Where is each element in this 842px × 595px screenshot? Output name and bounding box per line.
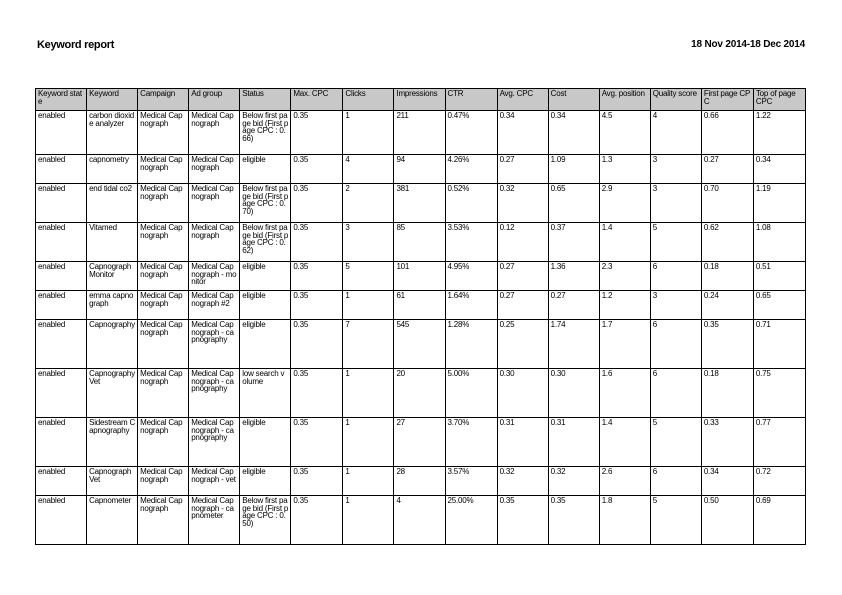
- table-cell: 85: [394, 223, 445, 262]
- table-cell: Medical Capnograph: [189, 184, 240, 223]
- table-row: [36, 418, 806, 467]
- table-cell: capnometry: [87, 155, 138, 184]
- table-cell: 25.00%: [445, 496, 497, 545]
- table-cell: 0.34: [753, 155, 805, 184]
- table-cell: 0.35: [291, 496, 343, 545]
- report-title: Keyword report: [37, 39, 115, 51]
- table-cell: Capnograph Vet: [87, 467, 138, 496]
- table-cell: 5: [650, 223, 701, 262]
- table-row: [36, 467, 806, 496]
- table-cell: 5: [650, 418, 701, 467]
- table-row: [36, 155, 806, 184]
- table-cell: 0.72: [753, 467, 805, 496]
- table-cell: 1.22: [753, 111, 805, 155]
- table-cell: Medical Capnograph: [138, 496, 189, 545]
- table-row: [36, 184, 806, 223]
- table-cell: 0.77: [753, 418, 805, 467]
- table-cell: 381: [394, 184, 445, 223]
- table-cell: 94: [394, 155, 445, 184]
- table-cell: 7: [343, 320, 394, 369]
- table-cell: eligible: [240, 467, 291, 496]
- table-cell: carbon dioxide analyzer: [87, 111, 138, 155]
- table-cell: Medical Capnograph - capnography: [189, 320, 240, 369]
- table-cell: 1.7: [599, 320, 650, 369]
- table-cell: 0.34: [701, 467, 753, 496]
- table-cell: 61: [394, 291, 445, 320]
- table-cell: Medical Capnograph - vet: [189, 467, 240, 496]
- table-cell: Medical Capnograph #2: [189, 291, 240, 320]
- table-cell: enabled: [36, 223, 87, 262]
- table-cell: 4: [343, 155, 394, 184]
- table-cell: 0.50: [701, 496, 753, 545]
- table-cell: eligible: [240, 291, 291, 320]
- table-cell: 0.27: [497, 291, 548, 320]
- table-cell: 4: [650, 111, 701, 155]
- table-cell: 1.09: [548, 155, 599, 184]
- column-header: Max. CPC: [291, 89, 343, 111]
- table-cell: enabled: [36, 418, 87, 467]
- table-cell: Medical Capnograph: [138, 320, 189, 369]
- table-cell: Below first page bid (First page CPC : 0.70): [240, 184, 291, 223]
- table-cell: Medical Capnograph: [138, 111, 189, 155]
- table-cell: Vitamed: [87, 223, 138, 262]
- table-cell: 1.6: [599, 369, 650, 418]
- table-cell: 2.9: [599, 184, 650, 223]
- table-cell: 0.30: [548, 369, 599, 418]
- table-cell: Medical Capnograph: [138, 184, 189, 223]
- table-cell: enabled: [36, 262, 87, 291]
- table-cell: 0.52%: [445, 184, 497, 223]
- table-cell: 1.74: [548, 320, 599, 369]
- table-cell: eligible: [240, 155, 291, 184]
- table-cell: 0.27: [497, 155, 548, 184]
- table-cell: 0.62: [701, 223, 753, 262]
- table-cell: 0.75: [753, 369, 805, 418]
- table-cell: 3: [650, 184, 701, 223]
- table-cell: 1.36: [548, 262, 599, 291]
- table-cell: 0.65: [548, 184, 599, 223]
- column-header: Top of page CPC: [753, 89, 805, 111]
- table-cell: 0.18: [701, 369, 753, 418]
- table-cell: Below first page bid (First page CPC : 0.50): [240, 496, 291, 545]
- column-header: Avg. position: [599, 89, 650, 111]
- table-cell: 5.00%: [445, 369, 497, 418]
- table-cell: 0.35: [291, 111, 343, 155]
- table-cell: Medical Capnograph: [138, 418, 189, 467]
- table-body: [36, 111, 806, 545]
- table-cell: 0.69: [753, 496, 805, 545]
- table-cell: Sidestream Capnography: [87, 418, 138, 467]
- table-row: [36, 320, 806, 369]
- table-cell: eligible: [240, 262, 291, 291]
- table-cell: 3.53%: [445, 223, 497, 262]
- table-cell: 4: [394, 496, 445, 545]
- table-cell: 0.71: [753, 320, 805, 369]
- column-header: Status: [240, 89, 291, 111]
- table-cell: Medical Capnograph - monitor: [189, 262, 240, 291]
- table-cell: enabled: [36, 155, 87, 184]
- table-cell: 2.3: [599, 262, 650, 291]
- table-cell: Capnometer: [87, 496, 138, 545]
- table-cell: Medical Capnograph: [138, 291, 189, 320]
- column-header: Cost: [548, 89, 599, 111]
- table-cell: 0.35: [291, 369, 343, 418]
- table-cell: 0.35: [291, 320, 343, 369]
- table-cell: 1.4: [599, 223, 650, 262]
- table-cell: 20: [394, 369, 445, 418]
- table-cell: 1: [343, 467, 394, 496]
- table-cell: 1: [343, 496, 394, 545]
- table-cell: 1.3: [599, 155, 650, 184]
- table-cell: 0.33: [701, 418, 753, 467]
- table-cell: eligible: [240, 418, 291, 467]
- column-header: Quality score: [650, 89, 701, 111]
- table-cell: 1: [343, 111, 394, 155]
- table-cell: 4.26%: [445, 155, 497, 184]
- table-cell: 6: [650, 369, 701, 418]
- table-row: [36, 291, 806, 320]
- table-cell: Medical Capnograph - capnometer: [189, 496, 240, 545]
- table-cell: 0.70: [701, 184, 753, 223]
- table-cell: Medical Capnograph: [189, 111, 240, 155]
- table-cell: 0.35: [291, 467, 343, 496]
- table-cell: enabled: [36, 467, 87, 496]
- table-cell: 3.70%: [445, 418, 497, 467]
- table-cell: eligible: [240, 320, 291, 369]
- table-cell: 0.30: [497, 369, 548, 418]
- table-cell: 3.57%: [445, 467, 497, 496]
- table-cell: 1: [343, 418, 394, 467]
- table-cell: Medical Capnograph - capnography: [189, 418, 240, 467]
- table-cell: 0.51: [753, 262, 805, 291]
- table-cell: Medical Capnograph - capnography: [189, 369, 240, 418]
- table-cell: 0.31: [548, 418, 599, 467]
- table-cell: enabled: [36, 184, 87, 223]
- table-cell: 6: [650, 467, 701, 496]
- table-cell: 0.35: [291, 262, 343, 291]
- table-row: [36, 111, 806, 155]
- table-cell: 0.35: [291, 184, 343, 223]
- table-cell: 101: [394, 262, 445, 291]
- table-cell: 0.34: [497, 111, 548, 155]
- table-cell: 211: [394, 111, 445, 155]
- table-cell: 0.35: [548, 496, 599, 545]
- table-cell: 4.95%: [445, 262, 497, 291]
- table-cell: 3: [650, 291, 701, 320]
- table-cell: enabled: [36, 369, 87, 418]
- table-cell: Capnography: [87, 320, 138, 369]
- table-cell: Medical Capnograph: [189, 155, 240, 184]
- table-cell: 5: [650, 496, 701, 545]
- table-cell: low search volume: [240, 369, 291, 418]
- table-cell: 0.66: [701, 111, 753, 155]
- table-cell: 0.27: [548, 291, 599, 320]
- column-header: First page CPC: [701, 89, 753, 111]
- table-cell: Medical Capnograph: [138, 369, 189, 418]
- column-header: Keyword state: [36, 89, 87, 111]
- table-cell: 0.35: [291, 155, 343, 184]
- table-cell: 0.32: [497, 184, 548, 223]
- report-date-range: 18 Nov 2014-18 Dec 2014: [691, 39, 805, 50]
- column-header: Clicks: [343, 89, 394, 111]
- table-cell: 0.35: [497, 496, 548, 545]
- column-header: Ad group: [189, 89, 240, 111]
- table-cell: 0.65: [753, 291, 805, 320]
- table-cell: 3: [650, 155, 701, 184]
- table-cell: 2: [343, 184, 394, 223]
- table-cell: Capnography Vet: [87, 369, 138, 418]
- table-cell: Below first page bid (First page CPC : 0.62): [240, 223, 291, 262]
- table-cell: Medical Capnograph: [138, 223, 189, 262]
- column-header: CTR: [445, 89, 497, 111]
- table-cell: 0.47%: [445, 111, 497, 155]
- table-cell: 4.5: [599, 111, 650, 155]
- table-cell: enabled: [36, 496, 87, 545]
- table-cell: 0.32: [497, 467, 548, 496]
- table-cell: 1.19: [753, 184, 805, 223]
- table-cell: 0.24: [701, 291, 753, 320]
- table-cell: 1.8: [599, 496, 650, 545]
- table-cell: enabled: [36, 291, 87, 320]
- table-cell: 6: [650, 320, 701, 369]
- table-cell: 1.4: [599, 418, 650, 467]
- table-cell: 5: [343, 262, 394, 291]
- table-cell: 0.35: [291, 223, 343, 262]
- table-cell: Below first page bid (First page CPC : 0.66): [240, 111, 291, 155]
- table-cell: 0.18: [701, 262, 753, 291]
- table-cell: 0.27: [701, 155, 753, 184]
- table-header-row: [36, 89, 806, 111]
- table-cell: 545: [394, 320, 445, 369]
- table-cell: Medical Capnograph: [138, 155, 189, 184]
- table-cell: 3: [343, 223, 394, 262]
- table-row: [36, 369, 806, 418]
- column-header: Keyword: [87, 89, 138, 111]
- table-cell: Medical Capnograph: [138, 467, 189, 496]
- table-cell: 0.34: [548, 111, 599, 155]
- table-cell: 0.35: [291, 418, 343, 467]
- table-cell: 0.37: [548, 223, 599, 262]
- table-cell: 0.25: [497, 320, 548, 369]
- table-cell: 1.64%: [445, 291, 497, 320]
- column-header: Impressions: [394, 89, 445, 111]
- table-cell: 1.08: [753, 223, 805, 262]
- table-cell: enabled: [36, 320, 87, 369]
- table-cell: 28: [394, 467, 445, 496]
- table-cell: 1: [343, 369, 394, 418]
- table-cell: Medical Capnograph: [189, 223, 240, 262]
- table-cell: Medical Capnograph: [138, 262, 189, 291]
- table-cell: 0.35: [291, 291, 343, 320]
- column-header: Campaign: [138, 89, 189, 111]
- table-cell: 0.12: [497, 223, 548, 262]
- keyword-table: [35, 88, 806, 545]
- column-header: Avg. CPC: [497, 89, 548, 111]
- table-cell: 6: [650, 262, 701, 291]
- table-row: [36, 262, 806, 291]
- table-cell: enabled: [36, 111, 87, 155]
- table-cell: 1.2: [599, 291, 650, 320]
- table-cell: 0.31: [497, 418, 548, 467]
- table-cell: end tidal co2: [87, 184, 138, 223]
- table-cell: 1.28%: [445, 320, 497, 369]
- table-cell: 0.35: [701, 320, 753, 369]
- table-row: [36, 496, 806, 545]
- table-cell: 1: [343, 291, 394, 320]
- table-cell: 27: [394, 418, 445, 467]
- table-cell: Capnograph Monitor: [87, 262, 138, 291]
- table-cell: 2.6: [599, 467, 650, 496]
- table-cell: 0.32: [548, 467, 599, 496]
- table-cell: 0.27: [497, 262, 548, 291]
- table-row: [36, 223, 806, 262]
- table-cell: emma capnograph: [87, 291, 138, 320]
